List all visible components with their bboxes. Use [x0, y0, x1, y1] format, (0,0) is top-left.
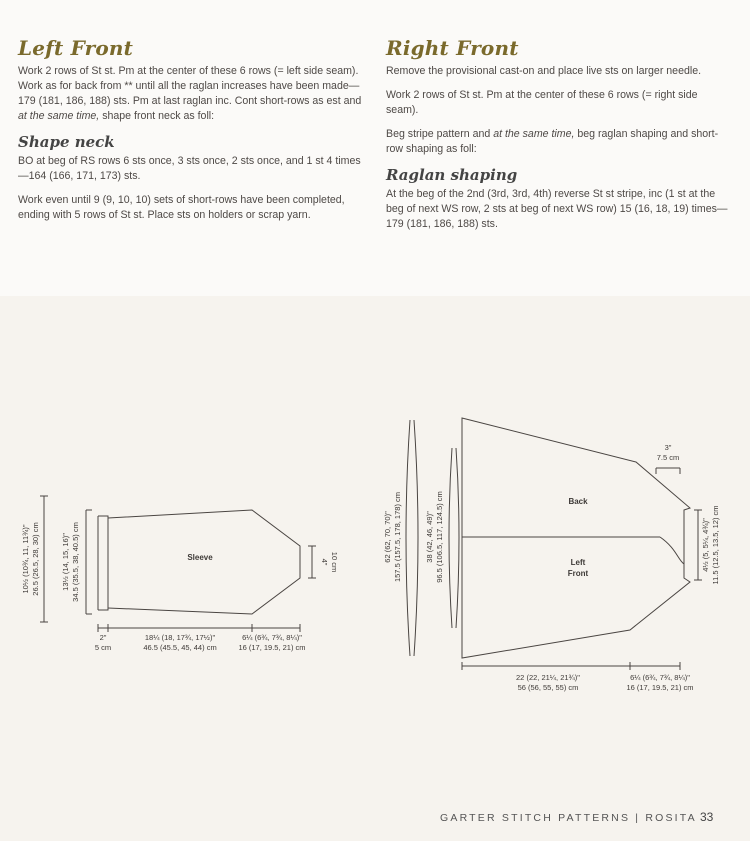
- sleeve-label: Sleeve: [187, 553, 213, 562]
- sleeve-upper-inches: 13½ (14, 15, 16)": [61, 533, 70, 591]
- body-outer-cm: 157.5 (157.5, 178, 178) cm: [393, 491, 402, 583]
- instructions-panel: [0, 0, 750, 296]
- right-front-heading: Right Front: [386, 36, 519, 60]
- body-inner-cm: 96.5 (106.5, 117, 124.5) cm: [435, 491, 444, 583]
- sleeve-width-cm: 26.5 (26.5, 28, 30) cm: [31, 522, 40, 596]
- neck-width-cm: 7.5 cm: [656, 453, 680, 462]
- work-even-paragraph: Work even until 9 (9, 10, 10) sets of short-rows have been completed, ending with 5 rows of St st. Place sts on holders or scrap yarn.: [18, 194, 345, 221]
- left-front-column: [18, 36, 366, 232]
- sleeve-cuff-inches: 4": [320, 558, 329, 566]
- sleeve-length-cm: 46.5 (45.5, 45, 44) cm: [143, 643, 217, 652]
- sleeve-rib-cm: 5 cm: [94, 643, 112, 652]
- left-front-heading: Left Front: [18, 36, 134, 60]
- body-outer-inches: 62 (62, 70, 70)": [383, 511, 392, 563]
- page-number: 33: [700, 810, 714, 824]
- sleeve-raglan-cm: 16 (17, 19.5, 21) cm: [238, 643, 306, 652]
- body-inner-inches: 38 (42, 46, 49)": [425, 511, 434, 563]
- left-front-label-line2: Front: [567, 569, 589, 578]
- sleeve-cuff-cm: 10 cm: [330, 551, 339, 573]
- sleeve-upper-cm: 34.5 (35.5, 38, 40.5) cm: [71, 522, 80, 602]
- sleeve-raglan-inches: 6¼ (6¾, 7¾, 8¼)": [242, 633, 302, 642]
- left-front-paragraph-1: Work 2 rows of St st. Pm at the center of these 6 rows (= left side seam). Work as for back from ** until all the raglan increases have been made—179 (181, 186, 188) sts. Pm at last raglan inc. Cont short-rows as est and at the same time, shape front neck as foll:: [18, 65, 362, 122]
- right-front-column: [386, 36, 732, 241]
- running-head: GARTER STITCH PATTERNS | ROSITA: [440, 812, 697, 824]
- schematic-diagram: [0, 300, 750, 800]
- right-front-paragraph-3: Beg stripe pattern and at the same time, beg raglan shaping and short-row shaping as foll:: [386, 128, 719, 155]
- body-side-inches: 4½ (5, 5¼, 4¾)": [701, 518, 710, 572]
- sleeve-length-inches: 18¼ (18, 17¾, 17½)": [144, 633, 216, 642]
- left-front-label-line1: Left: [570, 558, 586, 567]
- sleeve-schematic: [40, 496, 316, 632]
- shape-neck-heading: Shape neck: [18, 133, 115, 151]
- right-front-paragraph-1: Remove the provisional cast-on and place live sts on larger needle.: [386, 65, 702, 77]
- raglan-shaping-paragraph: At the beg of the 2nd (3rd, 3rd, 4th) reverse St st stripe, inc (1 st at the beg of next WS row, 2 sts at beg of next WS row) 15 (16, 18, 19) times—179 (181, 186, 188) sts.: [386, 188, 728, 230]
- right-front-paragraph-2: Work 2 rows of St st. Pm at the center of these 6 rows (= right side seam).: [386, 89, 698, 116]
- shape-neck-paragraph: BO at beg of RS rows 6 sts once, 3 sts once, 2 sts once, and 1 st 4 times—164 (166, 171, 173) sts.: [18, 155, 361, 182]
- body-length-inches: 22 (22, 21¼, 21¾)": [516, 673, 580, 682]
- body-raglan-cm: 16 (17, 19.5, 21) cm: [626, 683, 694, 692]
- back-label: Back: [568, 497, 588, 506]
- body-raglan-inches: 6¼ (6¾, 7¾, 8¼)": [630, 673, 690, 682]
- body-length-cm: 56 (56, 55, 55) cm: [517, 683, 579, 692]
- body-side-cm: 11.5 (12.5, 13.5, 12) cm: [711, 505, 720, 585]
- raglan-shaping-heading: Raglan shaping: [386, 166, 518, 184]
- sleeve-rib-inches: 2": [99, 633, 107, 642]
- neck-width-inches: 3": [664, 443, 672, 452]
- sleeve-width-inches: 10½ (10¾, 11, 11¾)": [21, 524, 30, 594]
